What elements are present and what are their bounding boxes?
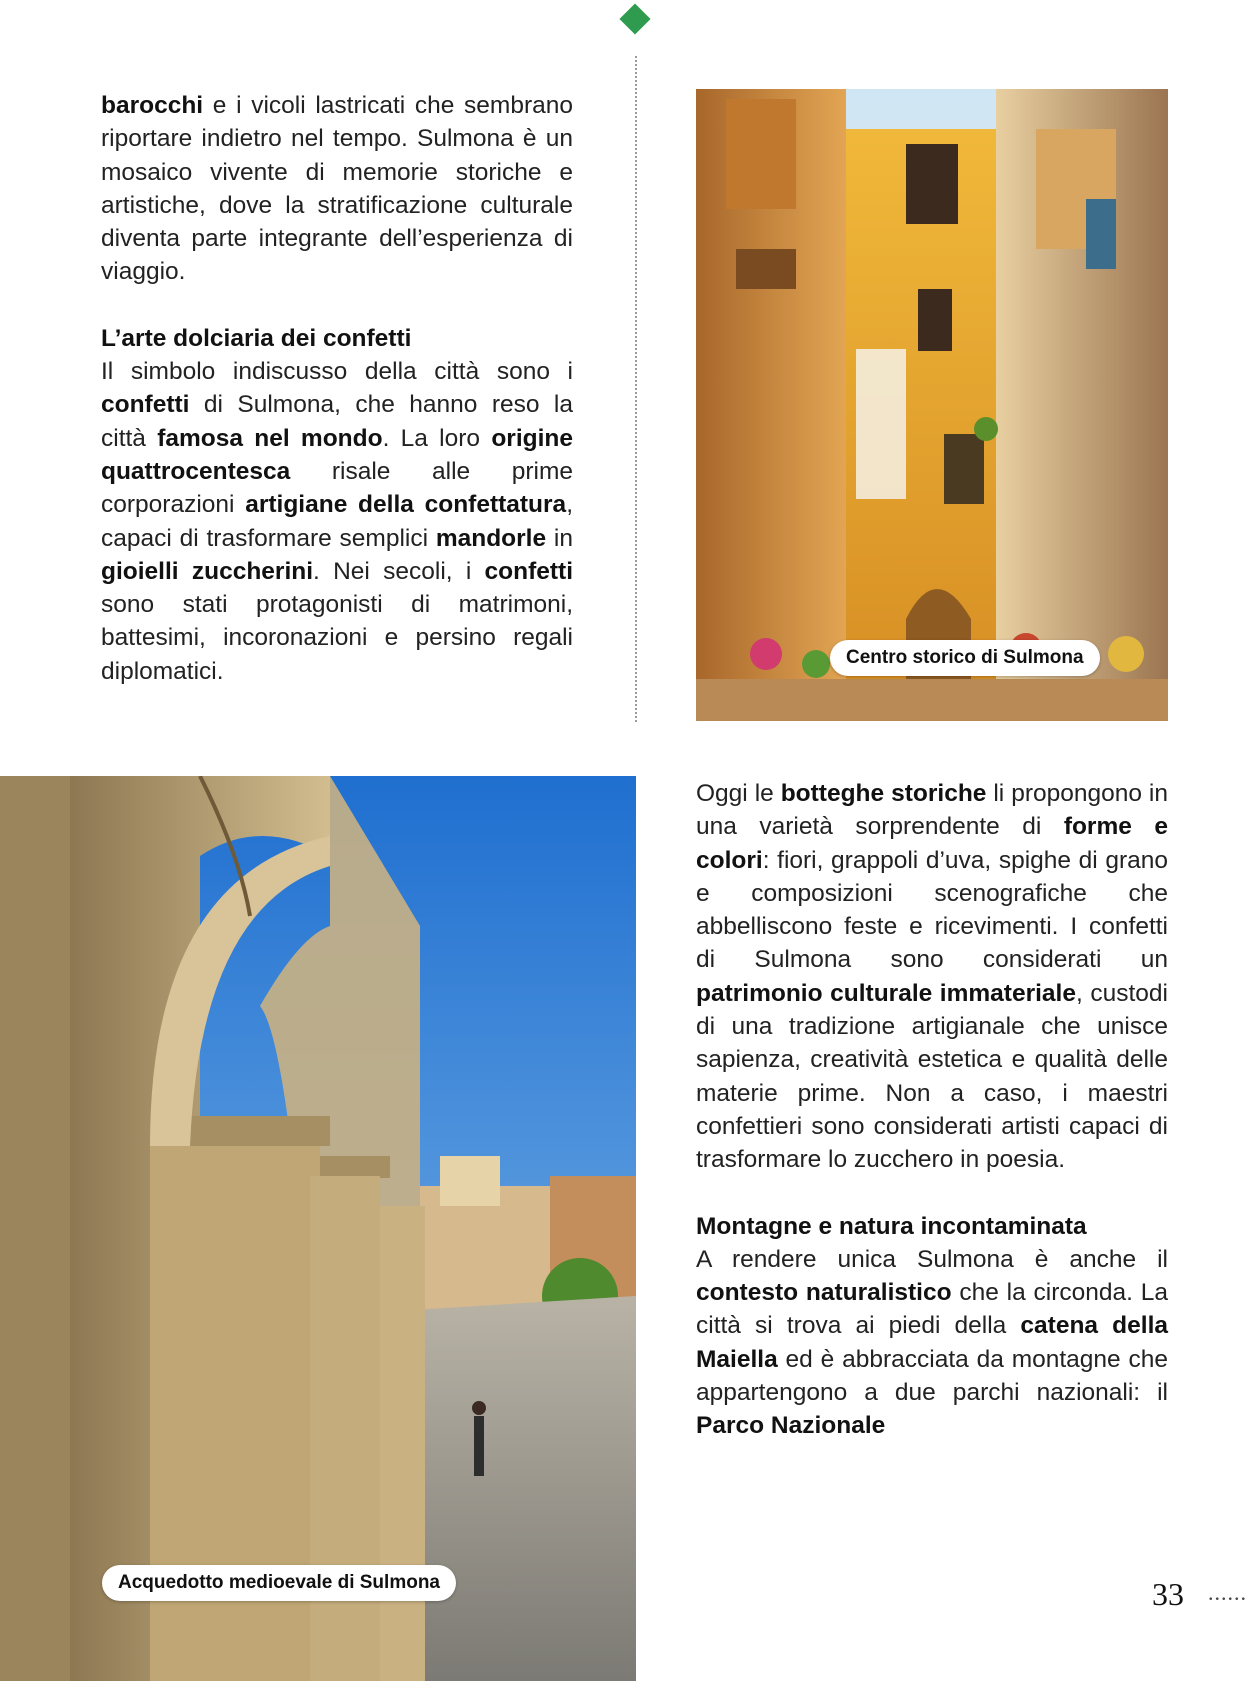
body-text: li propongono in una varietà sorprendente di — [696, 780, 1168, 841]
page-number: 33 — [1152, 1576, 1184, 1612]
section-heading-montagne: Montagne e natura incontaminata — [696, 1212, 1087, 1240]
diamond-ornament-icon — [619, 3, 650, 34]
body-text: Oggi le — [696, 780, 781, 807]
body-text: , capaci di trasformare semplici — [101, 491, 573, 552]
natura-paragraph — [696, 1243, 1168, 1443]
botteghe-paragraph — [696, 777, 1168, 1177]
page-number-dots: ...... — [1208, 1580, 1247, 1605]
aqueduct-photo — [0, 776, 636, 1681]
right-column-text — [696, 777, 1168, 1443]
column-divider — [635, 56, 637, 722]
intro-paragraph — [101, 89, 573, 289]
body-text: ed è abbracciata da montagne che appartengono a due parchi nazionali: il — [696, 1345, 1168, 1407]
body-text: Il simbolo indiscusso della città sono i — [101, 358, 573, 386]
bold-text: famosa nel mondo — [157, 424, 383, 452]
bold-text: catena della Maiella — [696, 1312, 1169, 1373]
body-text: . Nei secoli, i — [313, 557, 485, 585]
body-text: e i vicoli lastricati che sembrano riportare indietro nel tempo. Sulmona è un mosaico vivente di memorie storiche e artistiche, dove la stratificazione culturale diventa parte integrante dell’esperienza di viaggio. — [101, 92, 573, 286]
bold-text: patrimonio culturale immateriale — [696, 979, 1076, 1007]
street-photo-caption: Centro storico di Sulmona — [830, 640, 1100, 676]
bold-text: confetti — [484, 557, 573, 585]
street-photo — [696, 89, 1168, 721]
bold-text: contesto naturalistico — [696, 1279, 952, 1307]
left-column-text — [101, 89, 573, 688]
body-text: che la circonda. La città si trova ai piedi della — [696, 1279, 1168, 1340]
body-text: in — [546, 524, 573, 552]
street-photo-illustration — [696, 89, 1168, 721]
body-text: sono stati protagonisti di matrimoni, battesimi, incoronazioni e persino regali diplomatici. — [101, 591, 573, 685]
bold-text: confetti — [101, 391, 190, 419]
confetti-paragraph — [101, 355, 573, 688]
bold-text: gioielli zuccherini — [101, 557, 314, 585]
aqueduct-photo-illustration — [0, 776, 636, 1681]
bold-text: forme e colori — [696, 813, 1168, 874]
bold-text: mandorle — [435, 524, 547, 552]
bold-text: botteghe storiche — [780, 780, 987, 807]
section-heading-confetti: L’arte dolciaria dei confetti — [101, 324, 412, 352]
body-text: : fiori, grappoli d’uva, spighe di grano e composizioni scenografiche che abbelliscono feste e ricevimenti. I confetti di Sulmona sono considerati un — [696, 846, 1168, 974]
bold-text: origine quattrocentesca — [101, 424, 573, 485]
bold-text: artigiane della confettatura — [245, 491, 567, 519]
aqueduct-photo-caption: Acquedotto medioevale di Sulmona — [102, 1565, 456, 1601]
body-text: . La loro — [382, 424, 492, 452]
bold-text: barocchi — [101, 92, 204, 119]
body-text: risale alle prime corporazioni — [101, 457, 573, 519]
body-text: di Sulmona, che hanno reso la città — [101, 391, 573, 452]
bold-text: Parco Nazionale — [696, 1412, 886, 1440]
body-text: , custodi di una tradizione artigianale che unisce sapienza, creatività estetica e qualità delle materie prime. Non a caso, i maestri confettieri sono considerati artisti capaci di trasformare lo zucchero in poesia. — [696, 979, 1168, 1174]
body-text: A rendere unica Sulmona è anche il — [696, 1245, 1168, 1273]
